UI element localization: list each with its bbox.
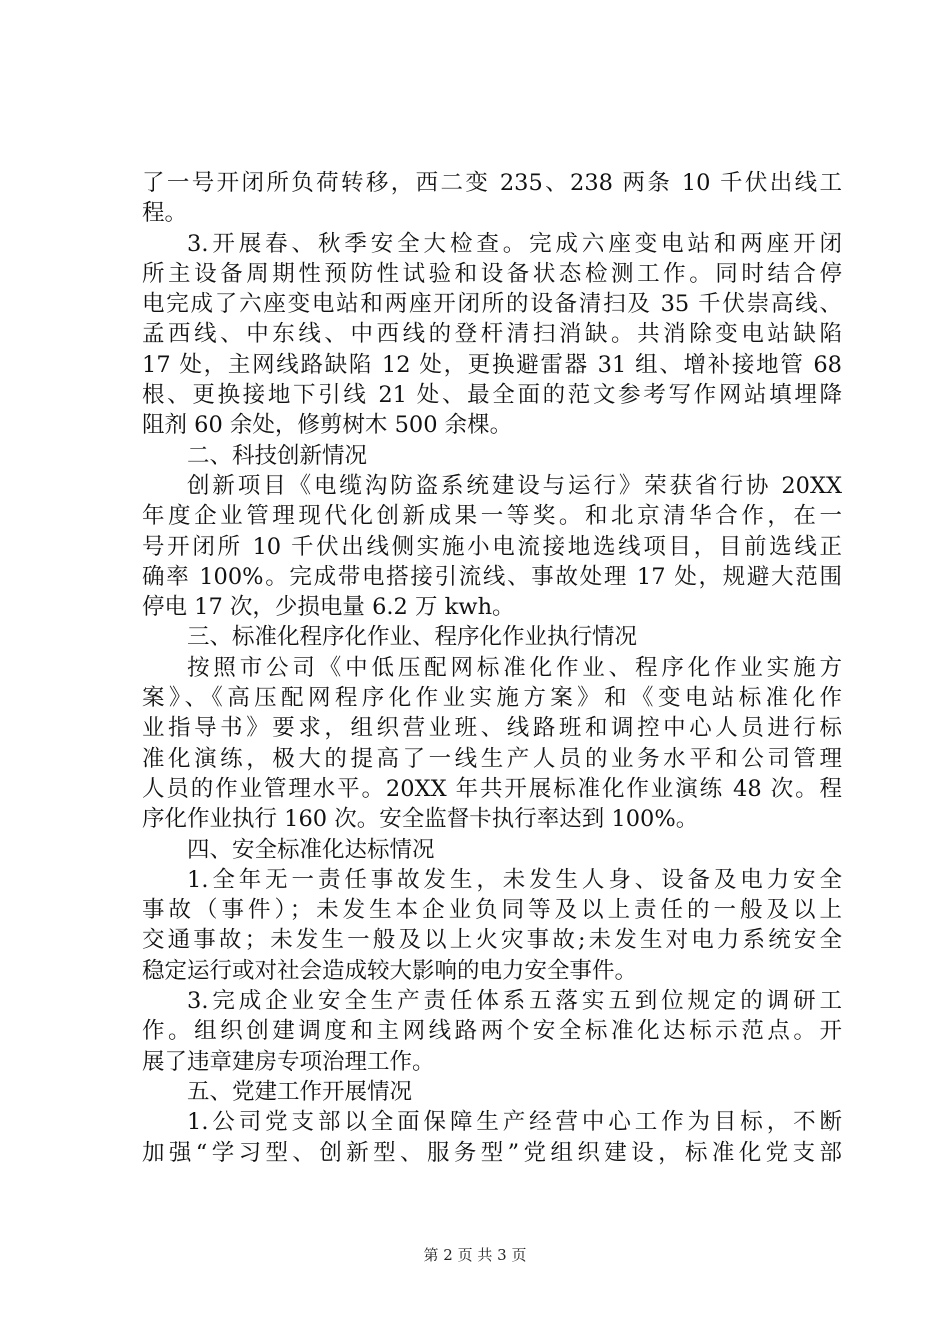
paragraph xyxy=(142,168,842,229)
text-line: 号开闭所 10 千伏出线侧实施小电流接地选线项目，目前选线正 xyxy=(142,533,842,560)
text-line: 案》、《高压配网程序化作业实施方案》和《变电站标准化作 xyxy=(142,685,842,712)
text-line: 创新项目《电缆沟防盗系统建设与运行》荣获省行协 20XX xyxy=(187,472,842,499)
text-line: 按照市公司《中低压配网标准化作业、程序化作业实施方 xyxy=(187,654,842,681)
page-number-label: 第 2 页 共 3 页 xyxy=(423,1246,527,1264)
text-line: 加强“学习型、创新型、服务型”党组织建设，标准化党支部 xyxy=(142,1139,842,1166)
text-line: 电完成了六座变电站和两座开闭所的设备清扫及 35 千伏崇高线、 xyxy=(142,291,842,318)
heading-text: 二、科技创新情况 xyxy=(187,442,368,469)
text-line: 程。 xyxy=(142,200,188,227)
text-line: 停电 17 次，少损电量 6.2 万 kwh。 xyxy=(142,594,515,621)
paragraph xyxy=(142,653,842,835)
text-line: 了一号开闭所负荷转移，西二变 235、238 两条 10 千伏出线工 xyxy=(142,170,842,196)
text-line: 根、更换接地下引线 21 处、最全面的范文参考写作网站填埋降 xyxy=(142,382,842,409)
section-heading xyxy=(142,1077,842,1107)
paragraph xyxy=(142,865,842,986)
text-line: 序化作业执行 160 次。安全监督卡执行率达到 100%。 xyxy=(142,806,699,833)
text-line: 作。组织创建调度和主网线路两个安全标准化达标示范点。开 xyxy=(142,1018,842,1045)
text-line: 1.全年无一责任事故发生，未发生人身、设备及电力安全 xyxy=(187,866,842,893)
text-line: 事故（事件）；未发生本企业负同等及以上责任的一般及以上 xyxy=(142,897,842,924)
text-line: 展了违章建房专项治理工作。 xyxy=(142,1048,435,1075)
text-line: 人员的作业管理水平。20XX 年共开展标准化作业演练 48 次。程 xyxy=(142,775,842,802)
paragraph xyxy=(142,229,842,441)
text-line: 1.公司党支部以全面保障生产经营中心工作为目标，不断 xyxy=(187,1109,842,1136)
text-line: 准化演练，极大的提高了一线生产人员的业务水平和公司管理 xyxy=(142,745,842,772)
section-heading xyxy=(142,441,842,471)
text-line: 所主设备周期性预防性试验和设备状态检测工作。同时结合停 xyxy=(142,260,842,287)
document-body xyxy=(142,168,842,1168)
text-line: 3.完成企业安全生产责任体系五落实五到位规定的调研工 xyxy=(187,988,842,1015)
text-line: 孟西线、中东线、中西线的登杆清扫消缺。共消除变电站缺陷 xyxy=(142,321,842,348)
section-heading xyxy=(142,835,842,865)
page-footer xyxy=(0,1244,950,1265)
text-line: 稳定运行或对社会造成较大影响的电力安全事件。 xyxy=(142,957,638,984)
paragraph xyxy=(142,1107,842,1168)
paragraph xyxy=(142,986,842,1077)
section-heading xyxy=(142,622,842,652)
text-line: 业指导书》要求，组织营业班、线路班和调控中心人员进行标 xyxy=(142,715,842,742)
heading-text: 四、安全标准化达标情况 xyxy=(187,836,435,863)
heading-text: 三、标准化程序化作业、程序化作业执行情况 xyxy=(187,624,638,651)
text-line: 交通事故；未发生一般及以上火灾事故;未发生对电力系统安全 xyxy=(142,927,842,954)
paragraph xyxy=(142,471,842,622)
heading-text: 五、党建工作开展情况 xyxy=(187,1078,413,1105)
text-line: 17 处，主网线路缺陷 12 处，更换避雷器 31 组、增补接地管 68 xyxy=(142,351,842,378)
text-line: 3.开展春、秋季安全大检查。完成六座变电站和两座开闭 xyxy=(187,230,842,257)
text-line: 阻剂 60 余处，修剪树木 500 余棵。 xyxy=(142,412,513,439)
text-line: 确率 100%。完成带电搭接引流线、事故处理 17 处，规避大范围 xyxy=(142,563,842,590)
text-line: 年度企业管理现代化创新成果一等奖。和北京清华合作，在一 xyxy=(142,503,842,530)
